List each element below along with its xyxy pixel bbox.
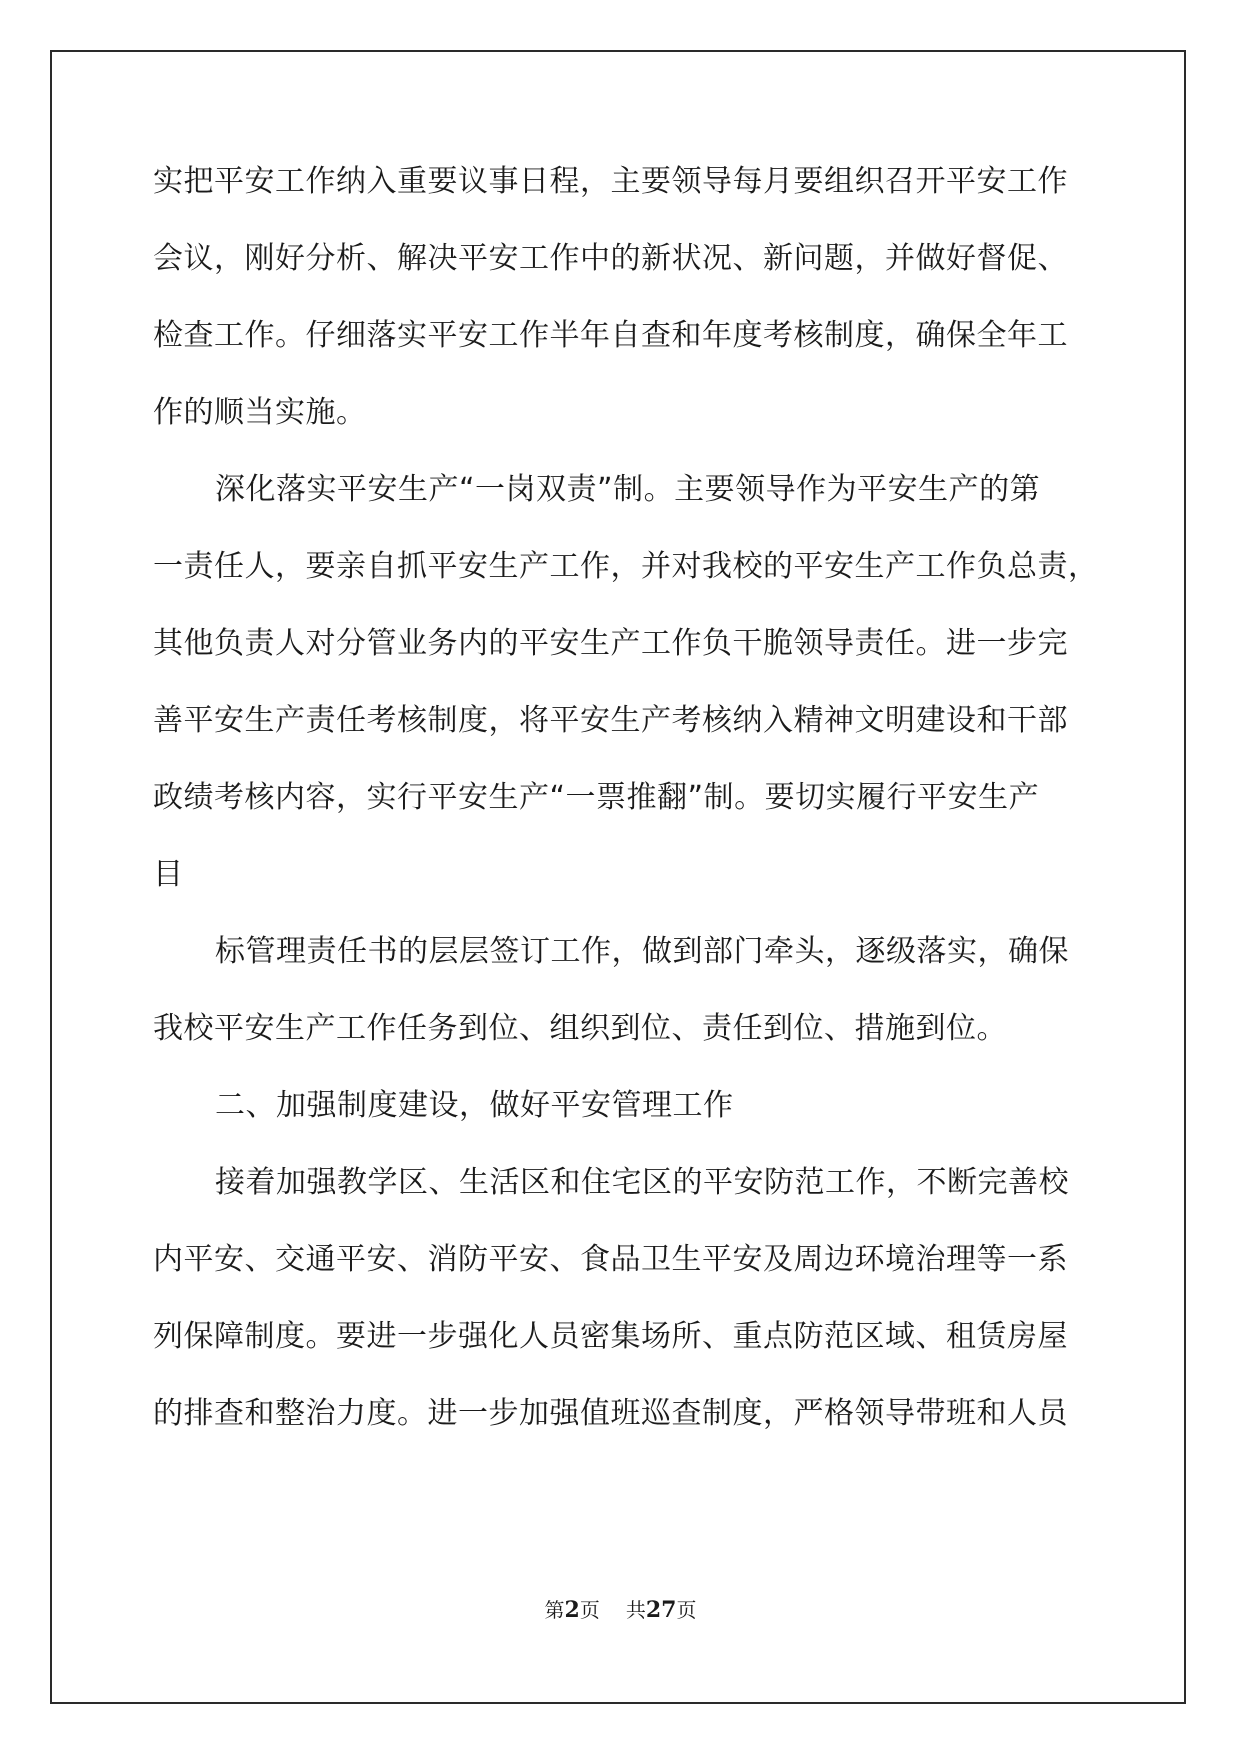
text-line: 目	[153, 857, 184, 892]
text-line: 检查工作。仔细落实平安工作半年自查和年度考核制度，确保全年工	[153, 318, 1068, 353]
document-body	[153, 163, 1103, 1472]
text-line: 列保障制度。要进一步强化人员密集场所、重点防范区域、租赁房屋	[153, 1319, 1068, 1354]
page-prefix: 第	[544, 1598, 565, 1622]
page-footer	[0, 1594, 1241, 1623]
page-suffix: 页	[579, 1598, 600, 1622]
section-heading: 二、加强制度建设，做好平安管理工作	[215, 1088, 734, 1123]
paragraph-first-line: 接着加强教学区、生活区和住宅区的平安防范工作，不断完善校	[215, 1165, 1069, 1200]
text-line: 实把平安工作纳入重要议事日程，主要领导每月要组织召开平安工作	[153, 164, 1068, 199]
text-line: 一责任人，要亲自抓平安生产工作，并对我校的平安生产工作负总责，	[153, 549, 1099, 584]
text-line: 政绩考核内容，实行平安生产“一票推翻”制。要切实履行平安生产	[153, 780, 1040, 815]
total-suffix: 页	[676, 1598, 697, 1622]
text-line: 其他负责人对分管业务内的平安生产工作负干脆领导责任。进一步完	[153, 626, 1068, 661]
text-line: 善平安生产责任考核制度，将平安生产考核纳入精神文明建设和干部	[153, 703, 1068, 738]
total-prefix: 共	[625, 1598, 646, 1622]
text-line: 我校平安生产工作任务到位、组织到位、责任到位、措施到位。	[153, 1011, 1007, 1046]
paragraph-first-line: 标管理责任书的层层签订工作，做到部门牵头，逐级落实，确保	[215, 934, 1069, 969]
text-line: 会议，刚好分析、解决平安工作中的新状况、新问题，并做好督促、	[153, 241, 1068, 276]
text-line: 作的顺当实施。	[153, 395, 367, 430]
paragraph-first-line: 深化落实平安生产“一岗双责”制。主要领导作为平安生产的第	[215, 472, 1041, 507]
text-line: 内平安、交通平安、消防平安、食品卫生平安及周边环境治理等一系	[153, 1242, 1068, 1277]
total-pages: 27	[645, 1597, 677, 1623]
text-line: 的排查和整治力度。进一步加强值班巡查制度，严格领导带班和人员	[153, 1396, 1068, 1431]
page-number: 2	[564, 1597, 580, 1623]
